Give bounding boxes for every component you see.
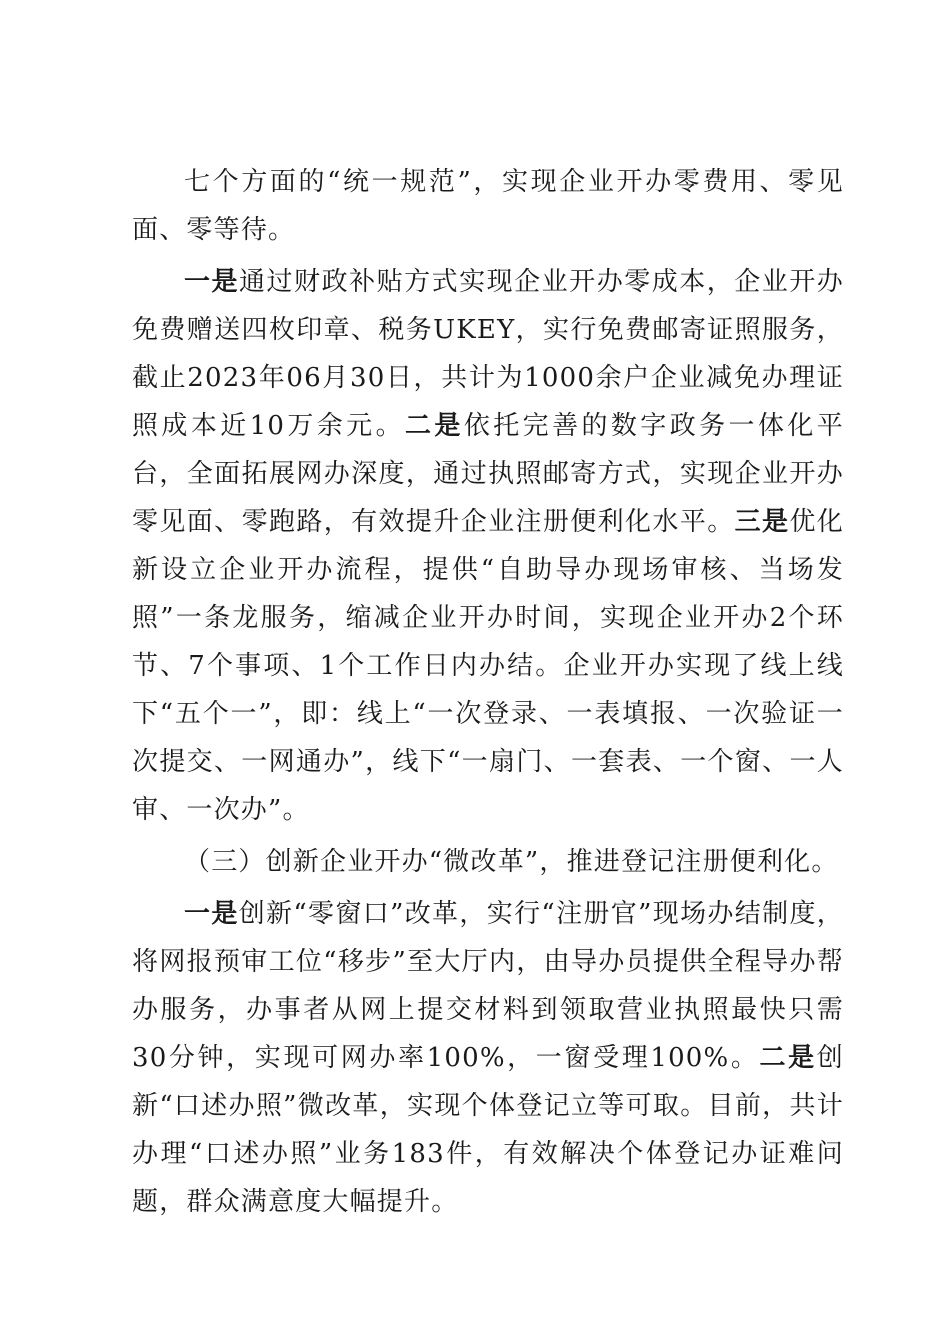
point-one-text: 创新“零窗口”改革，实行“注册官”现场办结制度，将网报预审工位“移步”至大厅内，由导办员提供全程导办帮办服务，办事者从网上提交材料到领取营业执照最快只需30分钟，实现可网办率100%，一窗受理100%。	[132, 899, 845, 1073]
point-three-text: 优化新设立企业开办流程，提供“自助导办现场审核、当场发照”一条龙服务，缩减企业开办时间，实现企业开办2个环节、7个事项、1个工作日内办结。企业开办实现了线上线下“五个一”，即：线上“一次登录、一表填报、一次验证一次提交、一网通办”，线下“一扇门、一套表、一个窗、一人审、一次办”。	[132, 507, 844, 825]
point-two-label: 二是	[405, 411, 464, 441]
point-two-text: 依托完善的数字政务一体化平台，全面拓展网办深度，通过执照邮寄方式，实现企业开办零见面、零跑路，有效提升企业注册便利化水平。	[132, 411, 844, 537]
paragraph-text: 七个方面的“统一规范”，实现企业开办零费用、零见面、零等待。	[132, 167, 844, 245]
point-one-text: 通过财政补贴方式实现企业开办零成本，企业开办免费赠送四枚印章、税务UKEY，实行免费邮寄证照服务，截止2023年06月30日，共计为1000余户企业减免办理证照成本近10万余元。	[132, 267, 844, 441]
section-heading-three	[132, 838, 844, 886]
point-two-text: 创新“口述办照”微改革，实现个体登记立等可取。目前，共计办理“口述办照”业务183件，有效解决个体登记办证难问题，群众满意度大幅提升。	[132, 1043, 844, 1217]
paragraph-measures-a	[132, 258, 844, 834]
document-body	[132, 158, 844, 1226]
point-one-label: 一是	[184, 267, 240, 297]
paragraph-measures-b	[132, 890, 844, 1226]
point-one-label: 一是	[184, 899, 239, 929]
point-three-label: 三是	[734, 507, 790, 537]
section-heading-text: （三）创新企业开办“微改革”，推进登记注册便利化。	[184, 847, 839, 877]
paragraph-intro-tail	[132, 158, 844, 254]
point-two-label: 二是	[759, 1043, 817, 1073]
